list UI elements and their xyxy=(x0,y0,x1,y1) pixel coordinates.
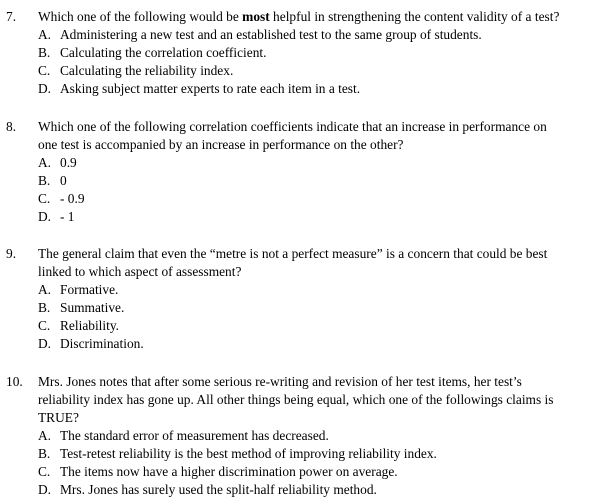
option-text: Reliability. xyxy=(60,318,120,333)
option-a[interactable] xyxy=(6,26,612,44)
option-text: Discrimination. xyxy=(60,336,144,351)
question-9-stem xyxy=(6,245,612,263)
question-text-continued: reliability index has gone up. All other things being equal, which one of the followings claims is xyxy=(38,392,554,407)
question-text-continued: TRUE? xyxy=(38,410,79,425)
option-c[interactable] xyxy=(6,62,612,80)
question-9 xyxy=(6,245,612,353)
option-text: 0 xyxy=(60,173,67,188)
question-number: 8. xyxy=(6,119,17,134)
question-8-stem xyxy=(6,118,612,136)
option-text: 0.9 xyxy=(60,155,77,170)
option-letter: D. xyxy=(38,209,52,224)
option-text: Calculating the correlation coefficient. xyxy=(60,45,267,60)
option-c[interactable] xyxy=(6,463,612,481)
option-letter: C. xyxy=(38,191,51,206)
question-number: 9. xyxy=(6,246,17,261)
option-b[interactable] xyxy=(6,44,612,62)
option-letter: C. xyxy=(38,464,51,479)
option-text: Formative. xyxy=(60,282,119,297)
option-text: The items now have a higher discrimination power on average. xyxy=(60,464,398,479)
option-letter: C. xyxy=(38,63,51,78)
option-text: Asking subject matter experts to rate each item in a test. xyxy=(60,81,361,96)
option-c[interactable] xyxy=(6,317,612,335)
option-letter: B. xyxy=(38,446,51,461)
option-letter: A. xyxy=(38,282,52,297)
emphasis-most: most xyxy=(242,9,270,24)
question-text-part: Which one of the following would be xyxy=(38,9,243,24)
question-number: 7. xyxy=(6,9,17,24)
option-text: Mrs. Jones has surely used the split-half reliability method. xyxy=(60,482,377,497)
option-b[interactable] xyxy=(6,299,612,317)
option-letter: D. xyxy=(38,81,52,96)
option-b[interactable] xyxy=(6,172,612,190)
option-text: Administering a new test and an established test to the same group of students. xyxy=(60,27,482,42)
option-letter: A. xyxy=(38,428,52,443)
question-text xyxy=(38,8,559,26)
option-letter: B. xyxy=(38,173,51,188)
option-text: Test-retest reliability is the best method of improving reliability index. xyxy=(60,446,437,461)
option-a[interactable] xyxy=(6,281,612,299)
question-text-part: helpful in strengthening the content validity of a test? xyxy=(269,9,560,24)
option-text: - 0.9 xyxy=(60,191,85,206)
question-text: The general claim that even the “metre is not a perfect measure” is a concern that could be best xyxy=(38,246,548,261)
question-text-continued: one test is accompanied by an increase in performance on the other? xyxy=(38,137,404,152)
option-text: The standard error of measurement has decreased. xyxy=(60,428,329,443)
option-letter: D. xyxy=(38,482,52,497)
question-10 xyxy=(6,373,612,499)
option-d[interactable] xyxy=(6,208,612,226)
question-text: Mrs. Jones notes that after some serious re-writing and revision of her test items, her test’s xyxy=(38,374,522,389)
question-text: Which one of the following correlation coefficients indicate that an increase in performance on xyxy=(38,119,547,134)
option-d[interactable] xyxy=(6,335,612,353)
question-7 xyxy=(6,8,612,98)
option-text: Summative. xyxy=(60,300,125,315)
option-c[interactable] xyxy=(6,190,612,208)
question-7-stem xyxy=(6,8,612,26)
option-letter: A. xyxy=(38,155,52,170)
question-10-stem xyxy=(6,373,612,391)
option-a[interactable] xyxy=(6,427,612,445)
option-text: - 1 xyxy=(60,209,75,224)
option-text: Calculating the reliability index. xyxy=(60,63,234,78)
option-a[interactable] xyxy=(6,154,612,172)
option-letter: C. xyxy=(38,318,51,333)
option-d[interactable] xyxy=(6,80,612,98)
option-d[interactable] xyxy=(6,481,612,499)
question-text-continued: linked to which aspect of assessment? xyxy=(38,264,242,279)
option-b[interactable] xyxy=(6,445,612,463)
question-number: 10. xyxy=(6,374,23,389)
question-8 xyxy=(6,118,612,226)
option-letter: D. xyxy=(38,336,52,351)
option-letter: B. xyxy=(38,300,51,315)
option-letter: A. xyxy=(38,27,52,42)
option-letter: B. xyxy=(38,45,51,60)
